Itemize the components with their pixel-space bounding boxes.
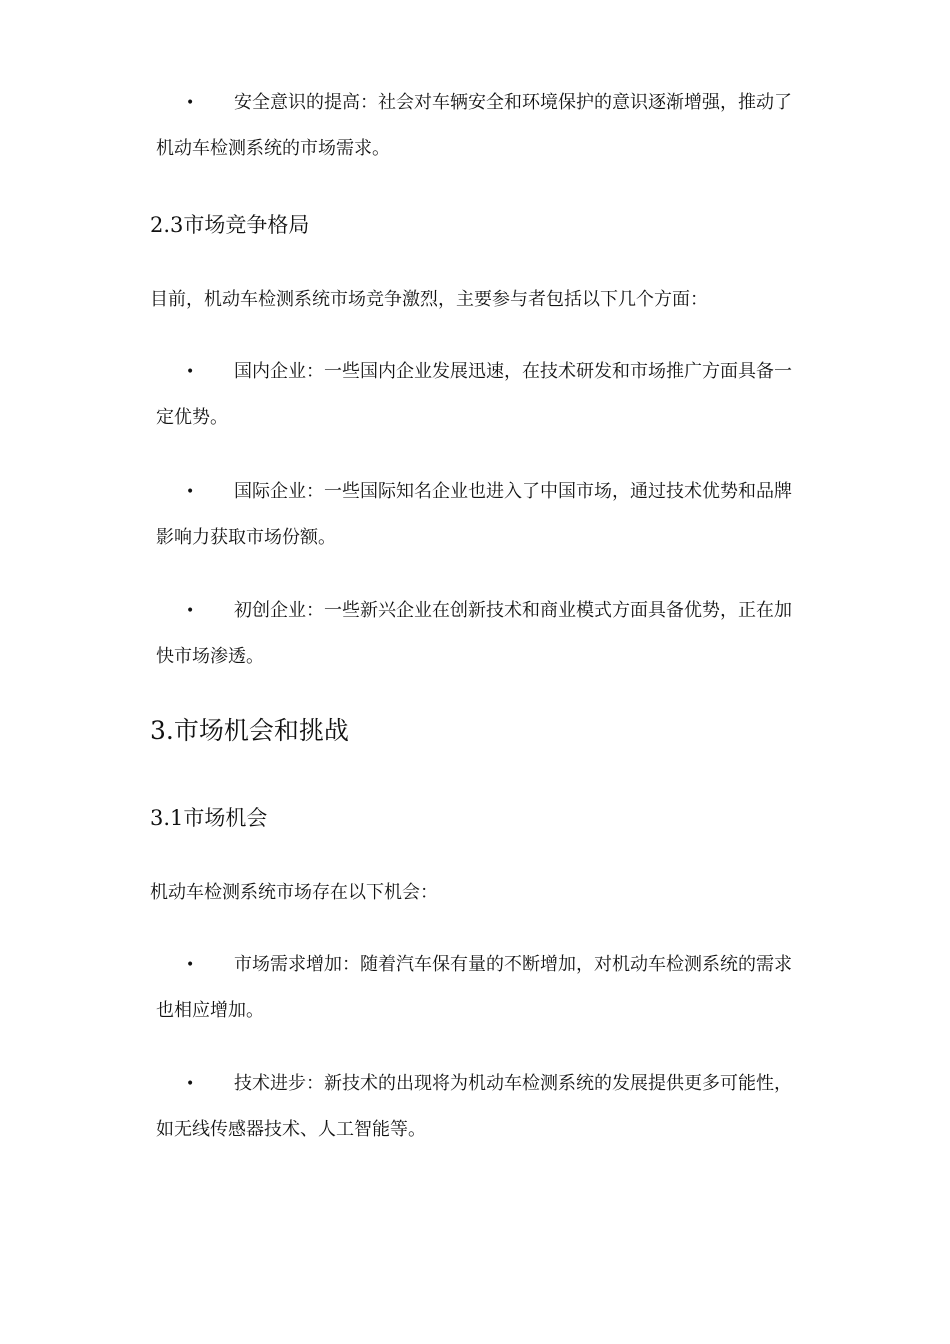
list-item-startups	[156, 588, 828, 680]
list-item-text-line2: 机动车检测系统的市场需求。	[156, 138, 390, 159]
list-item-safety-awareness	[156, 80, 828, 172]
list-item-text-line1: 安全意识的提高：社会对车辆安全和环境保护的意识逐渐增强，推动了	[234, 92, 792, 113]
paragraph-competition-intro: 目前，机动车检测系统市场竞争激烈，主要参与者包括以下几个方面：	[150, 289, 708, 310]
bullet-icon: •	[186, 1076, 195, 1092]
list-item-text-line2: 影响力获取市场份额。	[156, 527, 336, 548]
list-item-text-line1: 技术进步：新技术的出现将为机动车检测系统的发展提供更多可能性，	[234, 1073, 792, 1094]
paragraph-opportunities-intro: 机动车检测系统市场存在以下机会：	[150, 882, 438, 903]
list-item-technology-progress	[156, 1061, 828, 1153]
list-item-market-demand	[156, 942, 828, 1034]
list-item-text-line1: 国内企业：一些国内企业发展迅速，在技术研发和市场推广方面具备一	[234, 361, 792, 382]
section-heading-3: 3.市场机会和挑战	[150, 716, 349, 745]
list-item-text-line1: 市场需求增加：随着汽车保有量的不断增加，对机动车检测系统的需求	[234, 954, 792, 975]
list-item-text-line2: 也相应增加。	[156, 1000, 264, 1021]
list-item-text-line2: 如无线传感器技术、人工智能等。	[156, 1119, 426, 1140]
list-item-international-companies	[156, 469, 828, 561]
section-heading-3-1: 3.1市场机会	[150, 806, 268, 830]
list-item-text-line2: 快市场渗透。	[156, 646, 264, 667]
bullet-icon: •	[186, 484, 195, 500]
list-item-text-line1: 国际企业：一些国际知名企业也进入了中国市场，通过技术优势和品牌	[234, 481, 792, 502]
bullet-icon: •	[186, 95, 195, 111]
list-item-text-line2: 定优势。	[156, 407, 228, 428]
section-heading-2-3: 2.3市场竞争格局	[150, 213, 310, 237]
list-item-domestic-companies	[156, 349, 828, 441]
list-item-text-line1: 初创企业：一些新兴企业在创新技术和商业模式方面具备优势，正在加	[234, 600, 792, 621]
bullet-icon: •	[186, 957, 195, 973]
bullet-icon: •	[186, 603, 195, 619]
bullet-icon: •	[186, 364, 195, 380]
